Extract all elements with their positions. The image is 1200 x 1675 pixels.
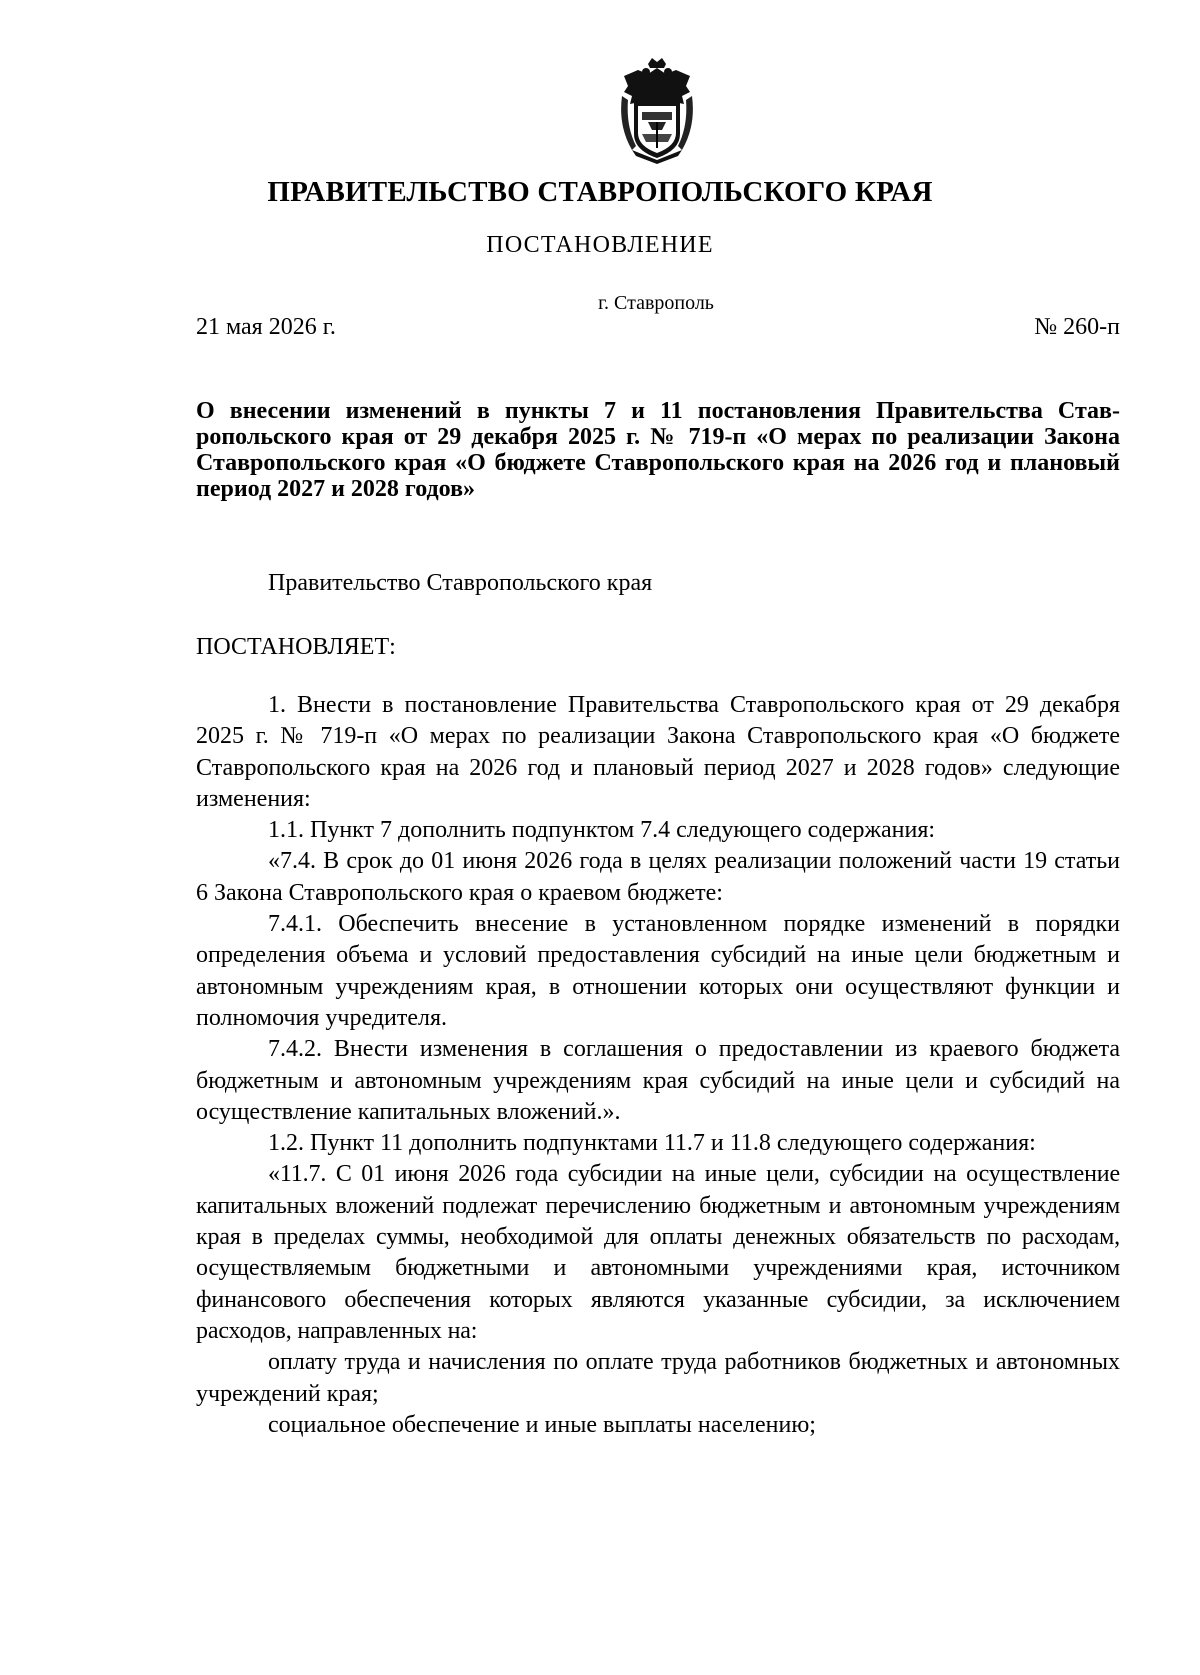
paragraph-11-7: «11.7. С 01 июня 2026 года субсидии на иные цели, субсидии на осуществление капитальных вложений подлежат перечислению бюджетным и автономным учреждениям края в пределах суммы, необходимой для оплаты денежных обязательств по расходам, осуществляемым бюджетными и автономными учреждениями края, источником финансового обеспечения которых являются указанные субсидии, за исключением расходов, направленных на: [196, 1161, 1120, 1344]
paragraph-11-7-item-2: социальное обеспечение и иные выплаты населению; [268, 1411, 816, 1438]
document-date: 21 мая 2026 г. [196, 314, 336, 340]
document-type: ПОСТАНОВЛЕНИЕ [486, 232, 714, 258]
coat-of-arms-icon [618, 56, 696, 164]
paragraph-7-4-1: 7.4.1. Обеспечить внесение в установленном порядке изменений в порядки определения объема и условий предоставления субсидий на иные цели бюджетным и автономным учреждениям края, в отношении которых они осуществляют функции и полномочия учредителя. [196, 911, 1120, 1031]
preamble-resolves: ПОСТАНОВЛЯЕТ: [196, 634, 396, 660]
preamble-government: Правительство Ставропольского края [268, 570, 653, 596]
document-body [196, 690, 1120, 1441]
paragraph-1-2: 1.2. Пункт 11 дополнить подпунктами 11.7 и 11.8 следующего содержания: [268, 1130, 1036, 1157]
paragraph-1-1: 1.1. Пункт 7 дополнить подпунктом 7.4 следующего содержания: [268, 817, 936, 844]
paragraph-1: 1. Внести в постановление Правительства Ставропольского края от 29 декабря 2025 г. № 719-п «О мерах по реализации Закона Ставропольского края «О бюджете Ставропольского края на 2026 год и плановый период 2027 и 2028 годов» следующие изменения: [196, 692, 1120, 812]
paragraph-11-7-item-1: оплату труда и начисления по оплате труда работников бюджетных и автономных учреждений края; [196, 1349, 1120, 1407]
document-subject: О внесении изменений в пункты 7 и 11 постановления Правительства Ставропольского края от 29 декабря 2025 г. № 719-п «О мерах по реализации Закона Ставропольского края «О бюджете Ставропольского края на 2026 год и плановый период 2027 и 2028 годов» [196, 398, 1120, 502]
government-title: ПРАВИТЕЛЬСТВО СТАВРОПОЛЬСКОГО КРАЯ [267, 176, 933, 208]
document-number: № 260-п [1034, 314, 1120, 340]
paragraph-7-4: «7.4. В срок до 01 июня 2026 года в целях реализации положений части 19 статьи 6 Закона Ставропольского края о краевом бюджете: [196, 848, 1120, 906]
city: г. Ставрополь [598, 292, 714, 314]
paragraph-7-4-2: 7.4.2. Внести изменения в соглашения о предоставлении из краевого бюджета бюджетным и автономным учреждениям края субсидий на иные цели и субсидий на осуществление капитальных вложений.». [196, 1036, 1120, 1125]
